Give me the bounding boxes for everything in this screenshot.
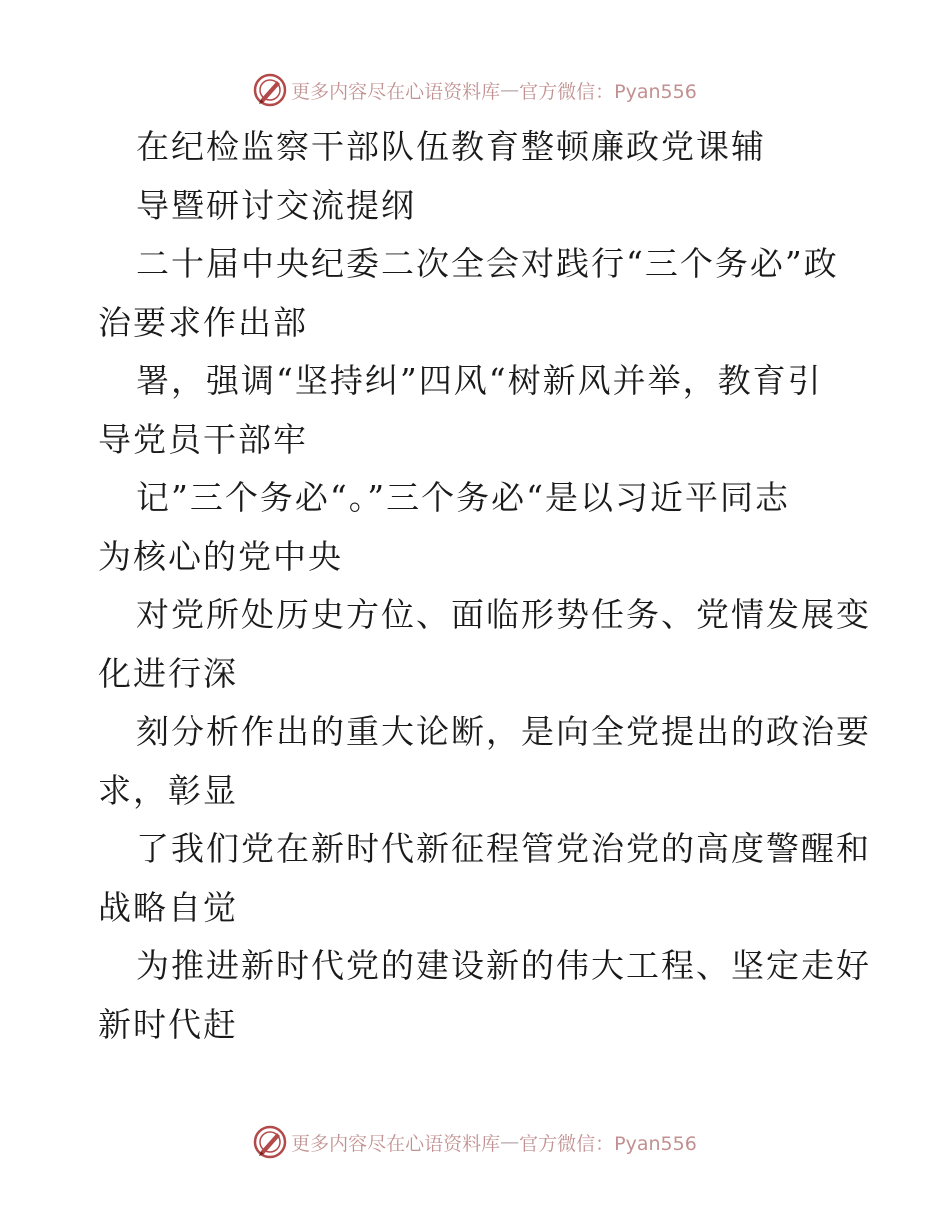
text-line: 为推进新时代党的建设新的伟大工程、坚定走好 xyxy=(136,946,871,985)
text-line: 战略自觉 xyxy=(98,887,238,927)
text-line: 化进行深 xyxy=(98,653,238,693)
text-line: 导暨研讨交流提纲 xyxy=(136,185,416,225)
watermark-wechat: 官方微信：Pyan556 xyxy=(519,1132,697,1155)
pen-logo-icon xyxy=(253,1125,287,1159)
watermark-text: 更多内容尽在心语资料库 xyxy=(291,1132,501,1155)
pen-logo-icon xyxy=(253,73,287,107)
text-line: 在纪检监察干部队伍教育整顿廉政党课辅 xyxy=(136,127,766,166)
watermark-dash: — xyxy=(500,79,520,101)
text-line: 新时代赶 xyxy=(98,1004,238,1044)
watermark-wechat: 官方微信：Pyan556 xyxy=(519,80,697,103)
text-line: 求，彰显 xyxy=(98,770,238,810)
text-line: 导党员干部牢 xyxy=(98,419,308,459)
watermark-text: 更多内容尽在心语资料库 xyxy=(291,80,501,103)
text-line: 刻分析作出的重大论断，是向全党提出的政治要 xyxy=(136,712,871,751)
text-line: 二十届中央纪委二次全会对践行“三个务必”政 xyxy=(136,244,839,283)
text-line: 署，强调“坚持纠”四风“树新风并举，教育引 xyxy=(136,361,823,400)
document-body xyxy=(98,118,871,1054)
text-line: 了我们党在新时代新征程管党治党的高度警醒和 xyxy=(136,829,871,868)
header-watermark xyxy=(0,68,950,112)
text-line: 治要求作出部 xyxy=(98,302,308,342)
footer-watermark xyxy=(0,1120,950,1164)
text-line: 对党所处历史方位、面临形势任务、党情发展变 xyxy=(136,595,871,634)
watermark-dash: — xyxy=(500,1131,520,1153)
text-line: 记”三个务必“。”三个务必“是以习近平同志 xyxy=(136,478,790,517)
text-line: 为核心的党中央 xyxy=(98,536,343,576)
